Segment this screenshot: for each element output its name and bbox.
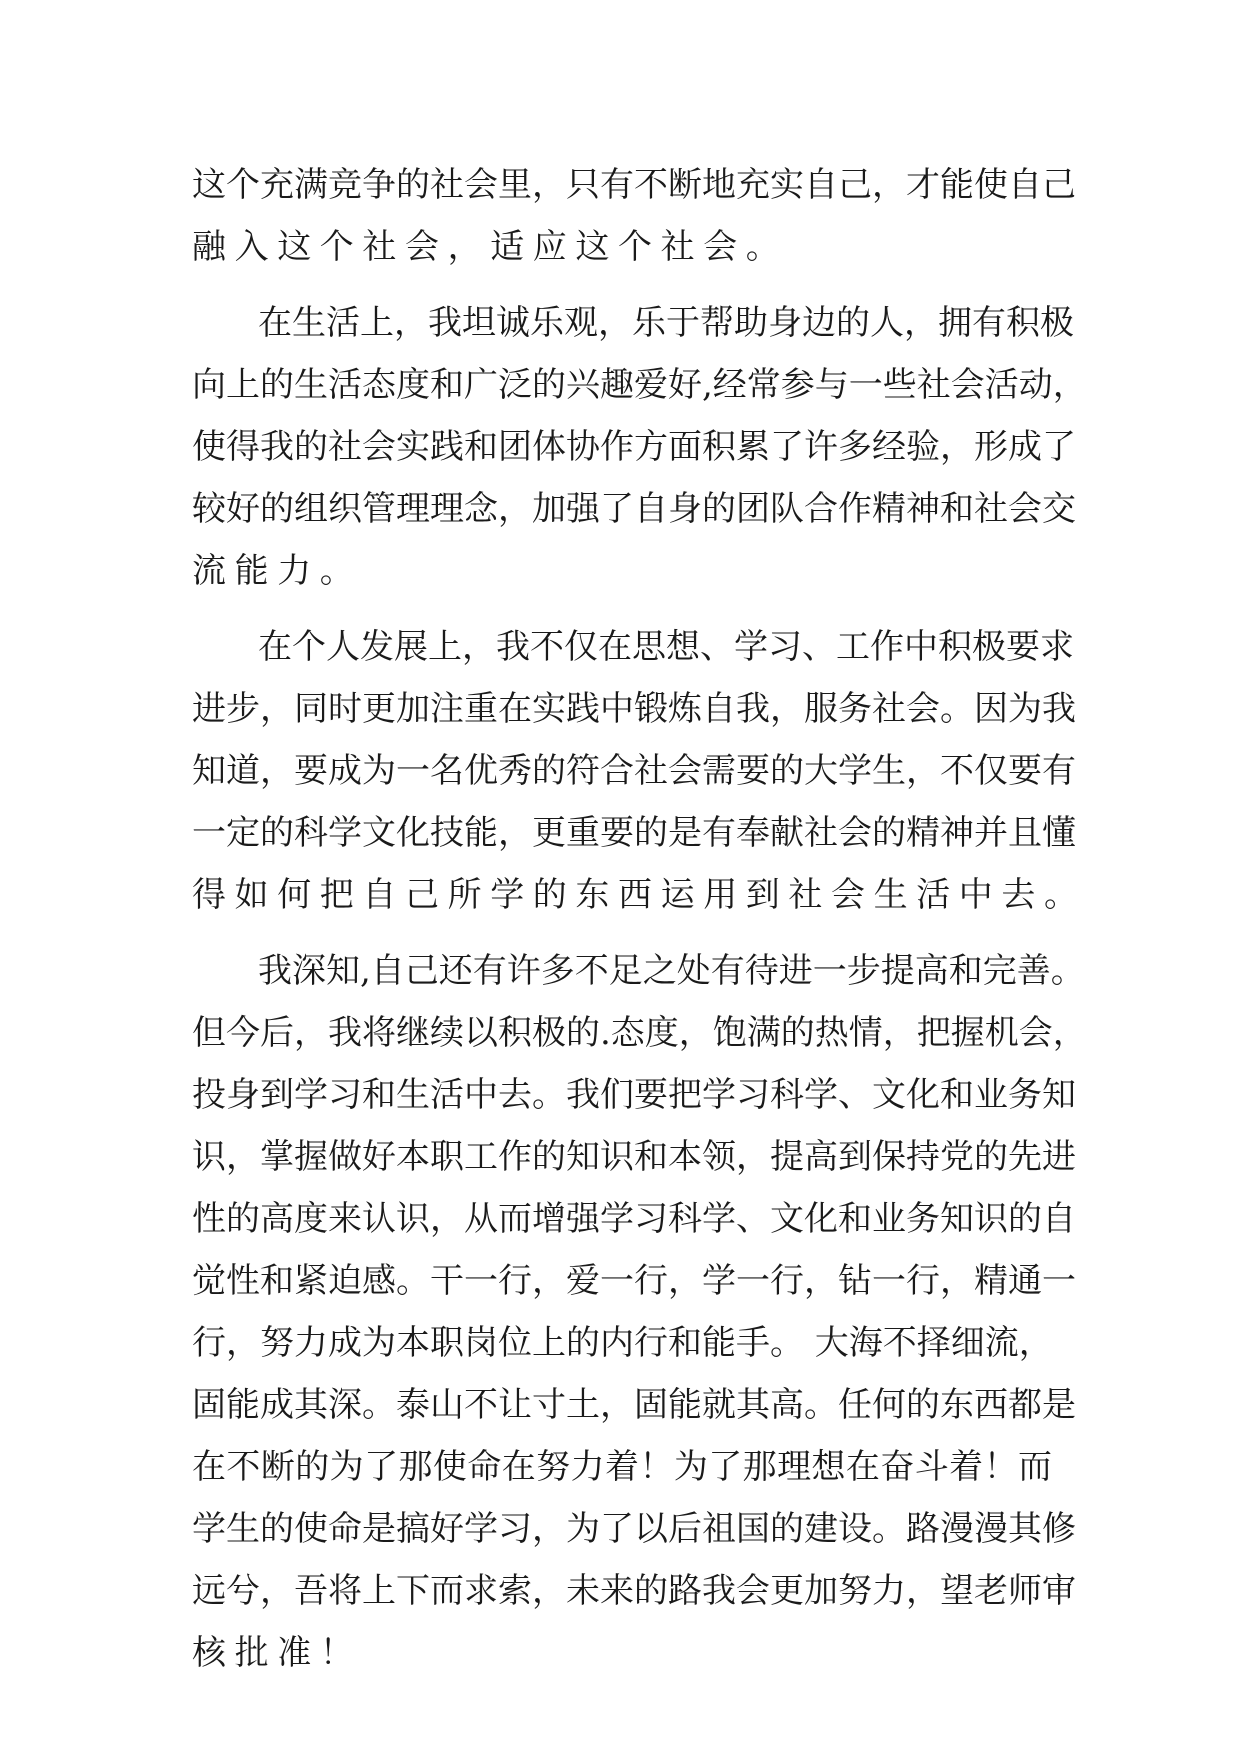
text-line: 我深知,自己还有许多不足之处有待进一步提高和完善。 xyxy=(258,951,1085,991)
text-line: 使得我的社会实践和团体协作方面积累了许多经验，形成了 xyxy=(192,427,1076,467)
text-line: 固能成其深。泰山不让寸土，固能就其高。任何的东西都是 xyxy=(192,1385,1076,1425)
text-line: 进步，同时更加注重在实践中锻炼自我，服务社会。因为我 xyxy=(192,689,1076,729)
text-line: 性的高度来认识，从而增强学习科学、文化和业务知识的自 xyxy=(192,1199,1076,1239)
text-line: 行，努力成为本职岗位上的内行和能手。 大海不择细流， xyxy=(192,1323,1053,1363)
text-line: 觉性和紧迫感。干一行，爱一行，学一行，钻一行，精通一 xyxy=(192,1261,1076,1301)
text-line: 识，掌握做好本职工作的知识和本领，提高到保持党的先进 xyxy=(192,1137,1076,1177)
text-line: 较好的组织管理理念，加强了自身的团队合作精神和社会交 xyxy=(192,489,1076,529)
text-line: 在生活上，我坦诚乐观，乐于帮助身边的人，拥有积极 xyxy=(258,303,1074,343)
text-line: 向上的生活态度和广泛的兴趣爱好,经常参与一些社会活动， xyxy=(192,365,1087,405)
text-line: 知道，要成为一名优秀的符合社会需要的大学生，不仅要有 xyxy=(192,751,1076,791)
text-line: 但今后，我将继续以积极的.态度，饱满的热情，把握机会， xyxy=(192,1013,1087,1053)
text-line: 核批准！ xyxy=(192,1633,363,1673)
text-line: 这个充满竞争的社会里，只有不断地充实自己，才能使自己 xyxy=(192,165,1076,205)
text-line: 投身到学习和生活中去。我们要把学习科学、文化和业务知 xyxy=(192,1075,1076,1115)
text-line: 融入这个社会，适应这个社会。 xyxy=(192,227,789,267)
text-line: 得如何把自己所学的东西运用到社会生活中去。 xyxy=(192,875,1087,915)
text-line: 远兮，吾将上下而求索，未来的路我会更加努力，望老师审 xyxy=(192,1571,1076,1611)
text-line: 学生的使命是搞好学习，为了以后祖国的建设。路漫漫其修 xyxy=(192,1509,1076,1549)
text-line: 一定的科学文化技能，更重要的是有奉献社会的精神并且懂 xyxy=(192,813,1076,853)
text-line: 在不断的为了那使命在努力着！为了那理想在奋斗着！而 xyxy=(192,1447,1052,1487)
text-line: 在个人发展上，我不仅在思想、学习、工作中积极要求 xyxy=(258,627,1074,667)
text-line: 流能力。 xyxy=(192,551,363,591)
